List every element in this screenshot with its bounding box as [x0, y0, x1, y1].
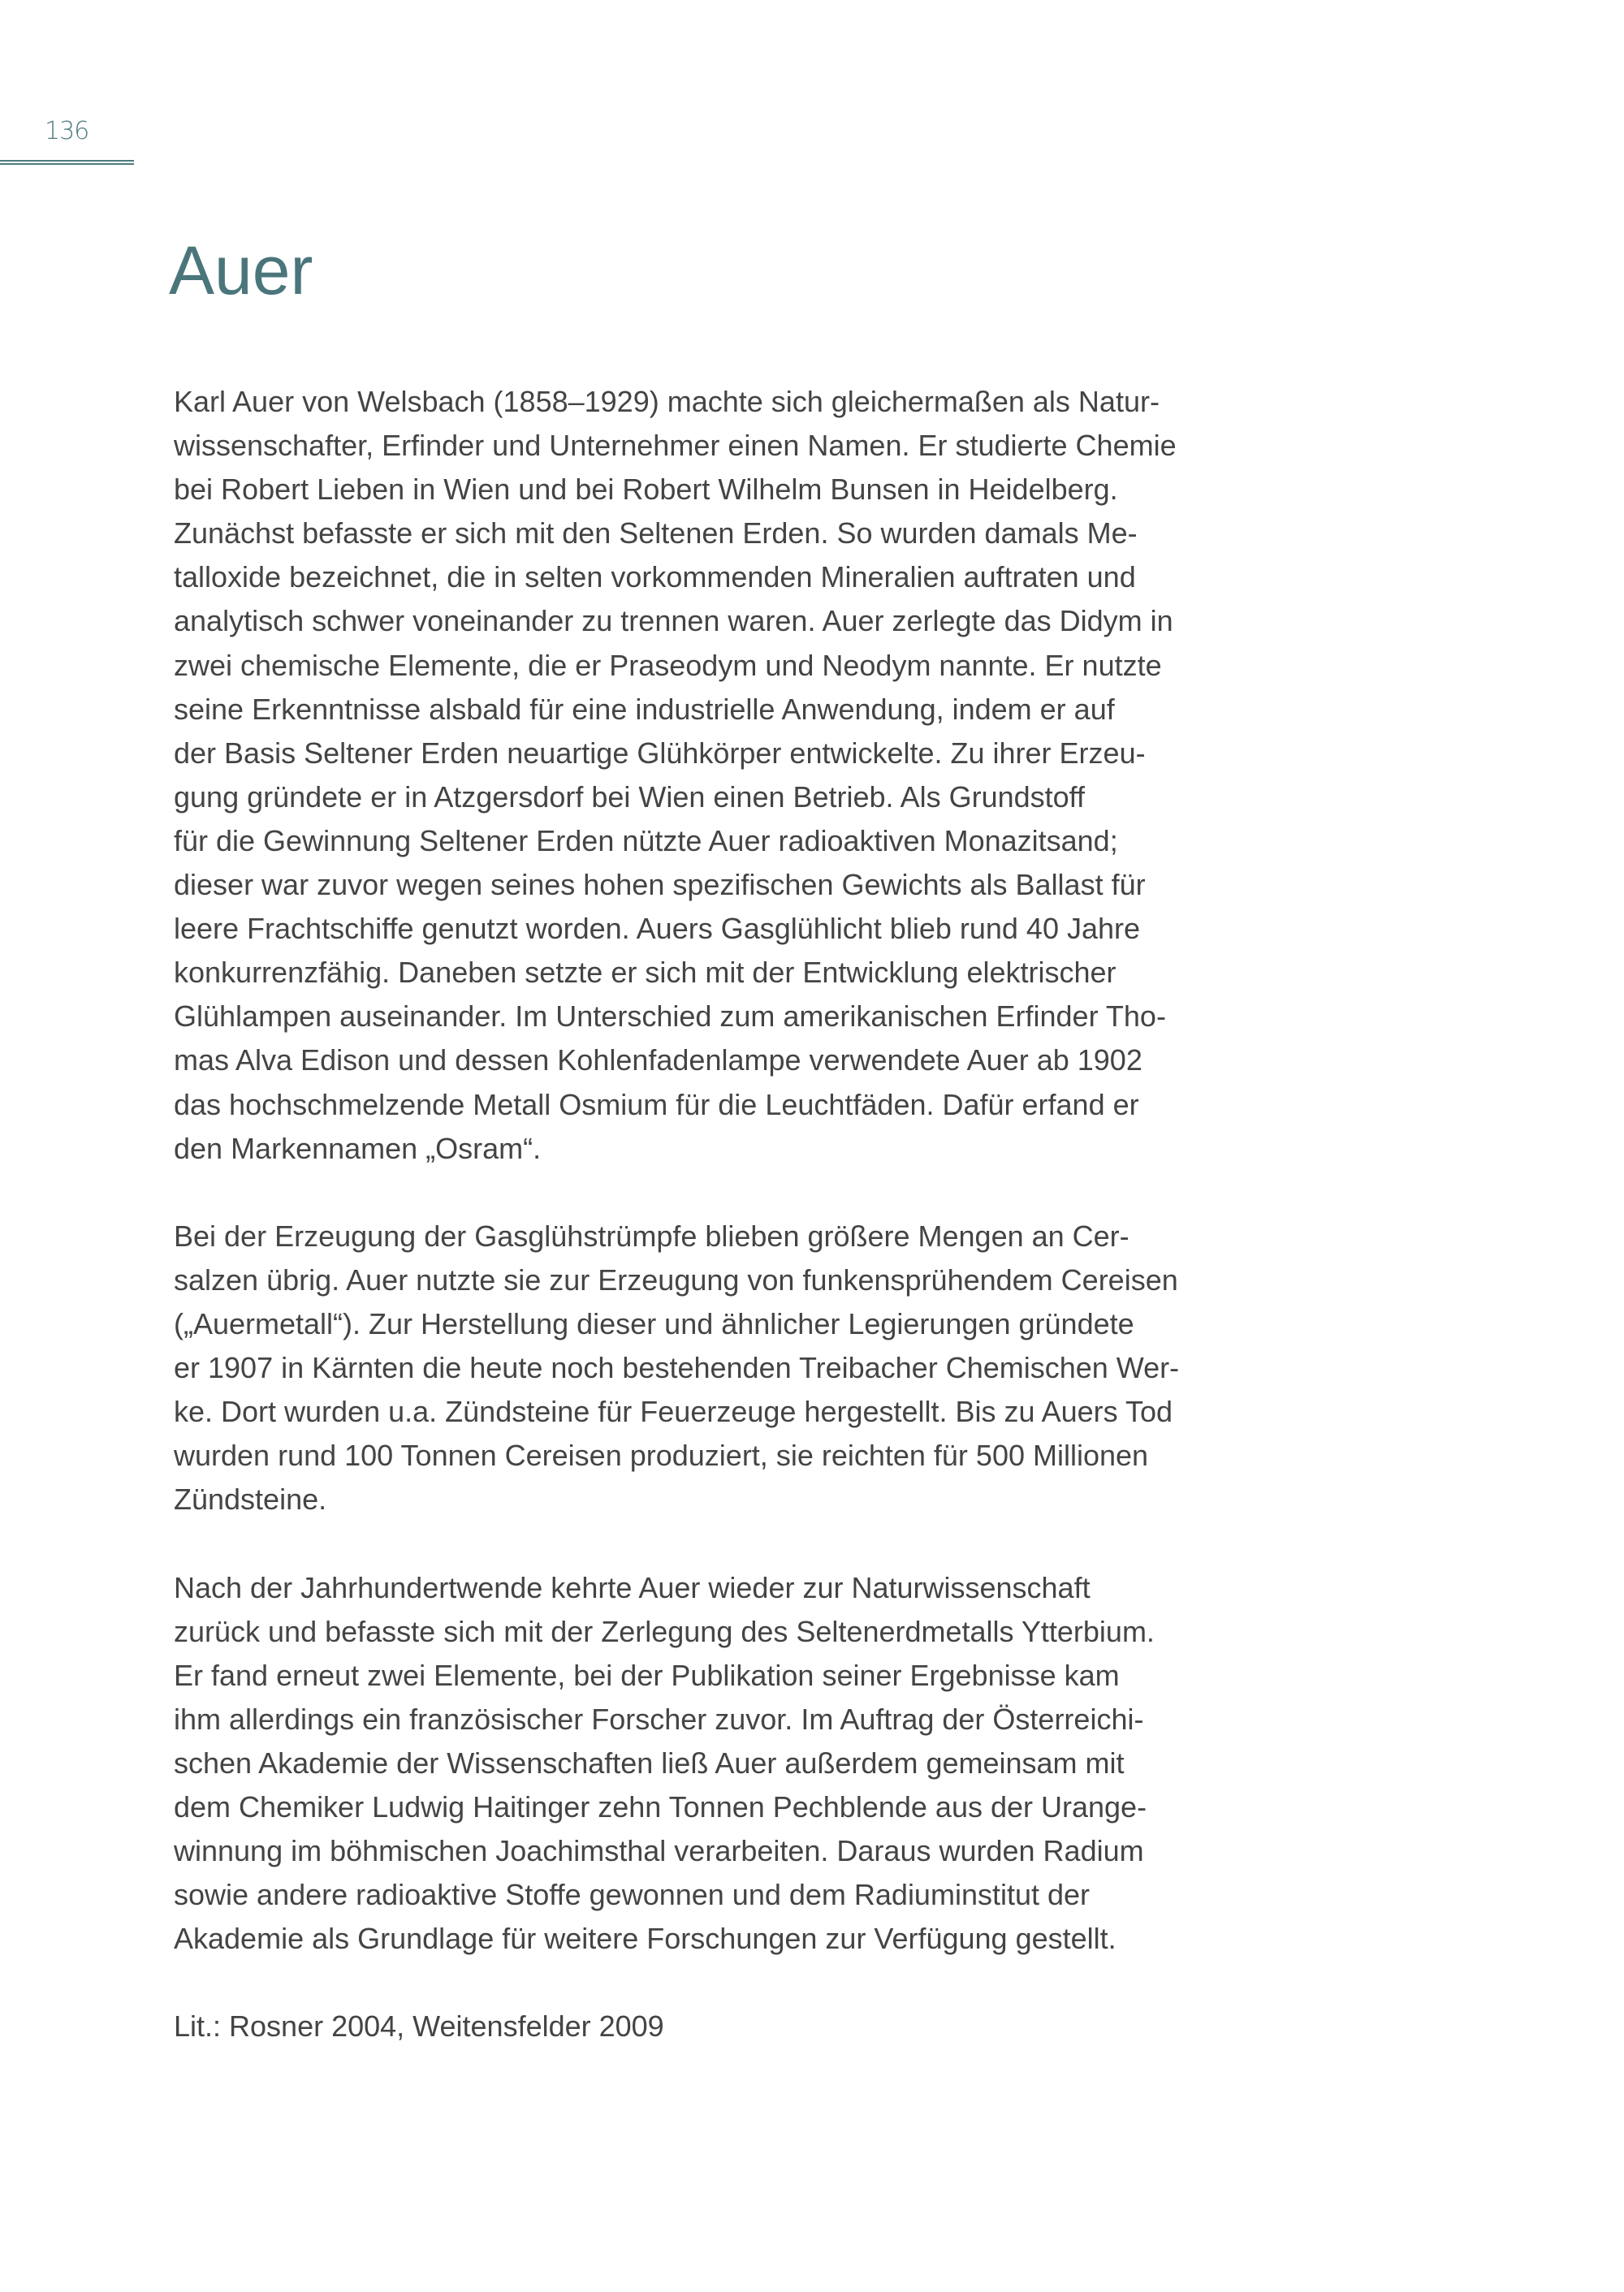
- paragraph-gap: [174, 1171, 1311, 1215]
- text-line: ke. Dort wurden u.a. Zündsteine für Feuerzeuge hergestellt. Bis zu Auers Tod: [174, 1395, 1173, 1429]
- literature-reference: Lit.: Rosner 2004, Weitensfelder 2009: [174, 2009, 664, 2044]
- text-line: Er fand erneut zwei Elemente, bei der Publikation seiner Ergebnisse kam: [174, 1658, 1120, 1692]
- text-line: gung gründete er in Atzgersdorf bei Wien einen Betrieb. Als Grundstoff: [174, 779, 1086, 814]
- text-line: für die Gewinnung Seltener Erden nützte Auer radioaktiven Monazitsand;: [174, 823, 1118, 857]
- paragraph: [174, 380, 1311, 1171]
- text-line: leere Frachtschiffe genutzt worden. Auers Gasglühlicht blieb rund 40 Jahre: [174, 912, 1141, 946]
- text-line: wurden rund 100 Tonnen Cereisen produziert, sie reichten für 500 Millionen: [174, 1439, 1149, 1473]
- text-line: er 1907 in Kärnten die heute noch bestehenden Treibacher Chemischen Wer-: [174, 1351, 1180, 1385]
- text-line: konkurrenzfähig. Daneben setzte er sich mit der Entwicklung elektrischer: [174, 956, 1116, 990]
- text-line: zurück und befasste sich mit der Zerlegung des Seltenerdmetalls Ytterbium.: [174, 1614, 1155, 1648]
- text-line: schen Akademie der Wissenschaften ließ Auer außerdem gemeinsam mit: [174, 1746, 1125, 1780]
- text-line: Zunächst befasste er sich mit den Seltenen Erden. So wurden damals Me-: [174, 516, 1138, 550]
- text-line: analytisch schwer voneinander zu trennen waren. Auer zerlegte das Didym in: [174, 604, 1173, 638]
- page-title: Auer: [169, 232, 313, 309]
- text-line: seine Erkenntnisse alsbald für eine industrielle Anwendung, indem er auf: [174, 692, 1115, 726]
- text-line: sowie andere radioaktive Stoffe gewonnen und dem Radiuminstitut der: [174, 1878, 1091, 1912]
- text-line: wissenschafter, Erfinder und Unternehmer einen Namen. Er studierte Chemie: [174, 429, 1177, 463]
- text-line: ihm allerdings ein französischer Forscher zuvor. Im Auftrag der Österreichi-: [174, 1702, 1144, 1736]
- text-line: Bei der Erzeugung der Gasglühstrümpfe blieben größere Mengen an Cer-: [174, 1219, 1129, 1253]
- text-line: winnung im böhmischen Joachimsthal verarbeiten. Daraus wurden Radium: [174, 1834, 1144, 1868]
- article-body: [174, 380, 1311, 2049]
- paragraph-gap: [174, 1961, 1311, 2005]
- text-line: zwei chemische Elemente, die er Praseodym und Neodym nannte. Er nutzte: [174, 648, 1162, 682]
- paragraph: [174, 1215, 1311, 1522]
- text-line: Zündsteine.: [174, 1483, 327, 1517]
- page-number: 136: [45, 117, 89, 145]
- text-line: Karl Auer von Welsbach (1858–1929) machte sich gleichermaßen als Natur-: [174, 385, 1160, 418]
- text-line: mas Alva Edison und dessen Kohlenfadenlampe verwendete Auer ab 1902: [174, 1043, 1142, 1077]
- text-line: dieser war zuvor wegen seines hohen spezifischen Gewichts als Ballast für: [174, 868, 1146, 902]
- text-line: („Auermetall“). Zur Herstellung dieser und ähnlicher Legierungen gründete: [174, 1306, 1134, 1340]
- text-line: bei Robert Lieben in Wien und bei Robert Wilhelm Bunsen in Heidelberg.: [174, 473, 1118, 507]
- text-line: der Basis Seltener Erden neuartige Glühkörper entwickelte. Zu ihrer Erzeu-: [174, 736, 1146, 770]
- text-line: das hochschmelzende Metall Osmium für die Leuchtfäden. Dafür erfand er: [174, 1087, 1139, 1121]
- text-line: Nach der Jahrhundertwende kehrte Auer wieder zur Naturwissenschaft: [174, 1570, 1091, 1604]
- header-double-rule: [0, 160, 134, 162]
- text-line: Akademie als Grundlage für weitere Forschungen zur Verfügung gestellt.: [174, 1922, 1116, 1956]
- text-line: dem Chemiker Ludwig Haitinger zehn Tonnen Pechblende aus der Urange-: [174, 1790, 1147, 1824]
- paragraph-gap: [174, 1522, 1311, 1565]
- text-line: talloxide bezeichnet, die in selten vorkommenden Mineralien auftraten und: [174, 560, 1136, 594]
- paragraph: [174, 1566, 1311, 1962]
- text-line: Glühlampen auseinander. Im Unterschied zum amerikanischen Erfinder Tho-: [174, 999, 1166, 1034]
- text-line: den Markennamen „Osram“.: [174, 1131, 542, 1165]
- text-line: salzen übrig. Auer nutzte sie zur Erzeugung von funkensprühendem Cereisen: [174, 1263, 1178, 1297]
